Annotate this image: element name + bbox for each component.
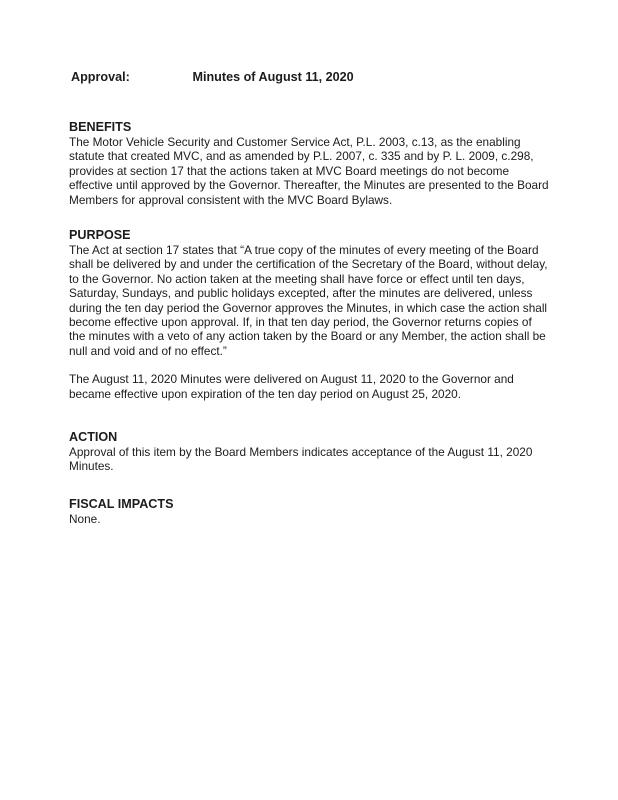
purpose-body: The Act at section 17 states that “A true copy of the minutes of every meeting of the Board shall be delivered by and under the certification of the Secretary of the Board, without delay, to the Governor. No action taken at the meeting shall have force or effect until ten days, Saturday, Sundays, and public holidays excepted, after the minutes are delivered, unless during the ten day period the Governor approves the Minutes, in which case the action shall become effective upon approval. If, in that ten day period, the Governor returns copies of the minutes with a veto of any action taken by the Board or any Member, the action shall be null and void and of no effect.” bbox=[69, 243, 548, 358]
benefits-section bbox=[69, 120, 549, 207]
approval-value: Minutes of August 11, 2020 bbox=[192, 70, 354, 84]
approval-label: Approval: bbox=[71, 70, 130, 84]
purpose-delivery-paragraph: The August 11, 2020 Minutes were delivered on August 11, 2020 to the Governor and became effective upon expiration of the ten day period on August 25, 2020. bbox=[69, 372, 514, 401]
purpose-heading: PURPOSE bbox=[69, 228, 131, 242]
benefits-body: The Motor Vehicle Security and Customer Service Act, P.L. 2003, c.13, as the enabling statute that created MVC, and as amended by P.L. 2007, c. 335 and by P. L. 2009, c.298, provides at section 17 that the actions taken at MVC Board meetings do not become effective until approved by the Governor. Thereafter, the Minutes are presented to the Board Members for approval consistent with the MVC Board Bylaws. bbox=[69, 135, 549, 207]
benefits-heading: BENEFITS bbox=[69, 120, 132, 134]
fiscal-impacts-section bbox=[69, 497, 549, 526]
action-body: Approval of this item by the Board Members indicates acceptance of the August 11, 2020 Minutes. bbox=[69, 445, 533, 474]
fiscal-impacts-body: None. bbox=[69, 512, 101, 526]
action-section bbox=[69, 430, 549, 474]
purpose-section bbox=[69, 228, 549, 401]
fiscal-impacts-heading: FISCAL IMPACTS bbox=[69, 497, 174, 511]
action-heading: ACTION bbox=[69, 430, 118, 444]
approval-header bbox=[71, 70, 354, 84]
